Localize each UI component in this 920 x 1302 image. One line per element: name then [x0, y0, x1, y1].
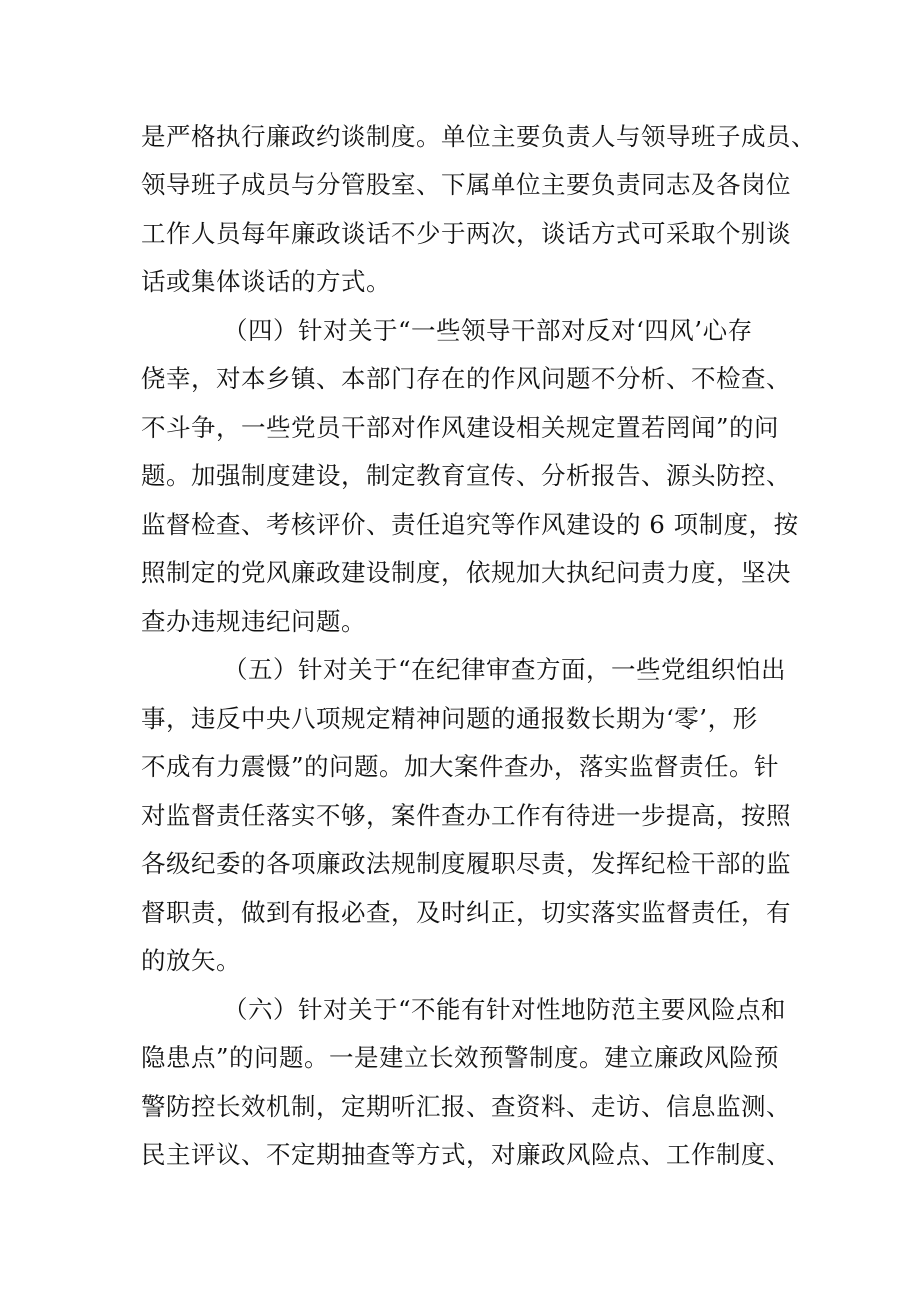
text-line: 照制定的党风廉政建设制度，依规加大执纪问责力度，坚决 — [141, 558, 791, 587]
text-line: 查办违规违纪问题。 — [141, 607, 366, 636]
text-line: 督职责，做到有报必查，及时纠正，切实落实监督责任，有 — [141, 898, 791, 927]
text-line: 侥幸，对本乡镇、本部门存在的作风问题不分析、不检查、 — [141, 364, 791, 393]
paragraph-heading-line: （四）针对关于“一些领导干部对反对‘四风’心存 — [223, 316, 753, 345]
text-line: 是严格执行廉政约谈制度。单位主要负责人与领导班子成员、 — [141, 122, 816, 151]
text-line: 不斗争，一些党员干部对作风建设相关规定置若罔闻”的问 — [141, 413, 780, 442]
text-line: 工作人员每年廉政谈话不少于两次，谈话方式可采取个别谈 — [141, 219, 791, 248]
text-line: 民主评议、不定期抽查等方式，对廉政风险点、工作制度、 — [141, 1140, 791, 1169]
text-line: 对监督责任落实不够，案件查办工作有待进一步提高，按照 — [141, 801, 791, 830]
paragraph-heading-line: （六）针对关于“不能有针对性地防范主要风险点和 — [223, 995, 787, 1024]
text-line: 不成有力震慑”的问题。加大案件查办，落实监督责任。针 — [141, 752, 780, 781]
text-line: 各级纪委的各项廉政法规制度履职尽责，发挥纪检干部的监 — [141, 849, 791, 878]
text-line: 的放矢。 — [141, 946, 241, 975]
text-line: 领导班子成员与分管股室、下属单位主要负责同志及各岗位 — [141, 170, 791, 199]
text-line: 监督检查、考核评价、责任追究等作风建设的 6 项制度，按 — [141, 510, 799, 539]
text-line: 警防控长效机制，定期听汇报、查资料、走访、信息监测、 — [141, 1092, 791, 1121]
text-line: 事，违反中央八项规定精神问题的通报数长期为‘零’，形 — [141, 704, 758, 733]
text-line: 话或集体谈话的方式。 — [141, 267, 391, 296]
text-line: 题。加强制度建设，制定教育宣传、分析报告、源头防控、 — [141, 461, 791, 490]
text-line: 隐患点”的问题。一是建立长效预警制度。建立廉政风险预 — [141, 1043, 780, 1072]
paragraph-heading-line: （五）针对关于“在纪律审查方面，一些党组织怕出 — [223, 655, 787, 684]
